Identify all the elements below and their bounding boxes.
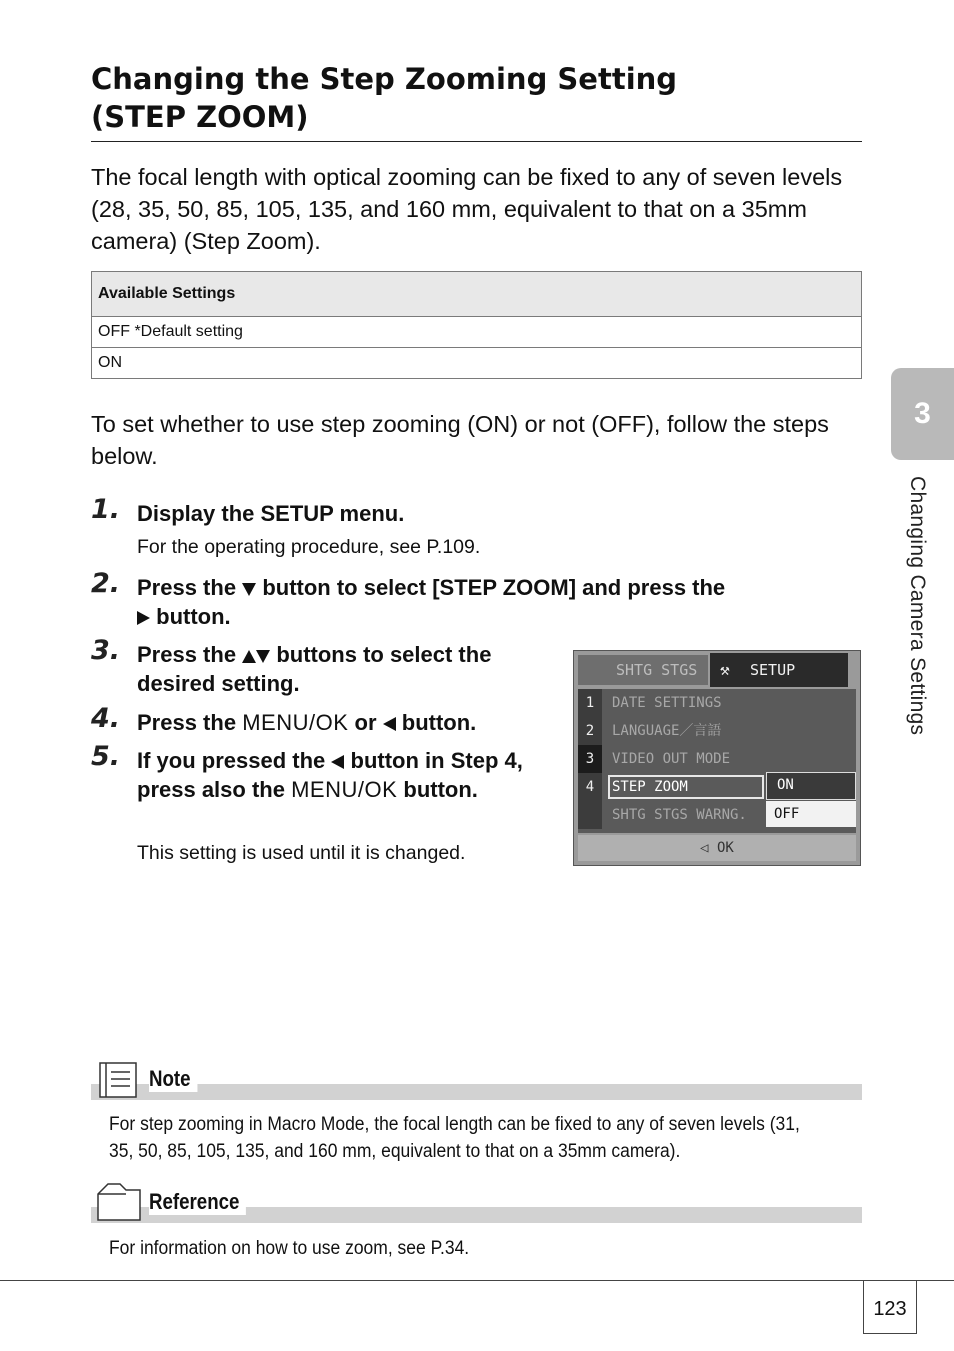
footer-divider xyxy=(0,1280,954,1281)
option-off: OFF xyxy=(766,801,856,827)
title-line-1: Changing the Step Zooming Setting xyxy=(91,62,678,96)
step-2-text: Press the button to select [STEP ZOOM] and press the button. xyxy=(137,575,726,629)
tab-setup: ⚒ SETUP xyxy=(710,653,848,687)
step-number: 5. xyxy=(91,741,121,772)
note-text: For step zooming in Macro Mode, the focal length can be fixed to any of seven levels (31, 35, 50, 85, 105, 135, and 160 mm, equivalent to that on a 35mm camera). xyxy=(109,1114,800,1162)
menu-item: 3 VIDEO OUT MODE xyxy=(578,745,856,773)
step-number: 4. xyxy=(91,703,121,734)
reference-text: For information on how to use zoom, see P.34. xyxy=(109,1238,470,1259)
step-number: 1. xyxy=(91,494,121,525)
title-divider xyxy=(91,141,862,142)
step-3-text: Press the buttons to select the desired setting. xyxy=(137,642,492,696)
down-arrow-icon xyxy=(256,650,270,663)
chapter-label: Changing Camera Settings xyxy=(906,476,929,736)
steps-lead-paragraph: To set whether to use step zooming (ON) or not (OFF), follow the steps below. xyxy=(91,411,829,469)
available-settings-table xyxy=(91,271,862,379)
step-number: 3. xyxy=(91,635,121,666)
reference-heading: Reference xyxy=(149,1189,246,1215)
settings-table-row: ON xyxy=(92,348,862,379)
step-4-text: Press the MENU/OK or button. xyxy=(137,710,477,735)
step-1-text: Display the SETUP menu. xyxy=(137,501,405,526)
menu-ok-label: MENU/OK xyxy=(242,710,349,735)
note-heading: Note xyxy=(149,1066,197,1092)
page-number: 123 xyxy=(863,1281,917,1334)
settings-table-row: OFF *Default setting xyxy=(92,317,862,348)
step-5-text: If you pressed the button in Step 4, press also the MENU/OK button. xyxy=(137,748,523,802)
right-arrow-icon xyxy=(137,611,150,625)
camera-menu-screen xyxy=(573,650,861,866)
chapter-tab: 3 xyxy=(891,368,954,460)
reference-icon xyxy=(94,1180,146,1224)
menu-item: SHTG STGS WARNG. xyxy=(578,801,856,829)
page-title xyxy=(91,60,861,136)
setup-icon: ⚒ xyxy=(720,660,730,679)
menu-item-selected: 4 STEP ZOOM xyxy=(578,773,856,801)
settings-table-header: Available Settings xyxy=(92,272,862,317)
menu-ok-label: MENU/OK xyxy=(291,777,398,802)
step-number: 2. xyxy=(91,568,121,599)
step-5-subtext: This setting is used until it is changed. xyxy=(137,842,466,864)
left-arrow-icon xyxy=(331,755,344,769)
note-icon xyxy=(94,1060,144,1100)
title-line-2: (STEP ZOOM) xyxy=(91,100,309,134)
menu-item: 1 DATE SETTINGS xyxy=(578,689,856,717)
down-arrow-icon xyxy=(242,583,256,596)
note-bar xyxy=(91,1084,862,1100)
option-on: ON xyxy=(766,772,856,800)
step-1-subtext: For the operating procedure, see P.109. xyxy=(137,536,481,558)
tab-shooting-settings: SHTG STGS xyxy=(578,655,708,685)
intro-paragraph: The focal length with optical zooming can be fixed to any of seven levels (28, 35, 50, 85, 105, 135, and 160 mm, equivalent to that on a 35mm camera) (Step Zoom). xyxy=(91,164,843,254)
screen-footer: ◁ OK xyxy=(578,835,856,861)
menu-item: 2 LANGUAGE／言語 xyxy=(578,717,856,745)
left-arrow-icon xyxy=(383,717,396,731)
up-arrow-icon xyxy=(242,650,256,663)
